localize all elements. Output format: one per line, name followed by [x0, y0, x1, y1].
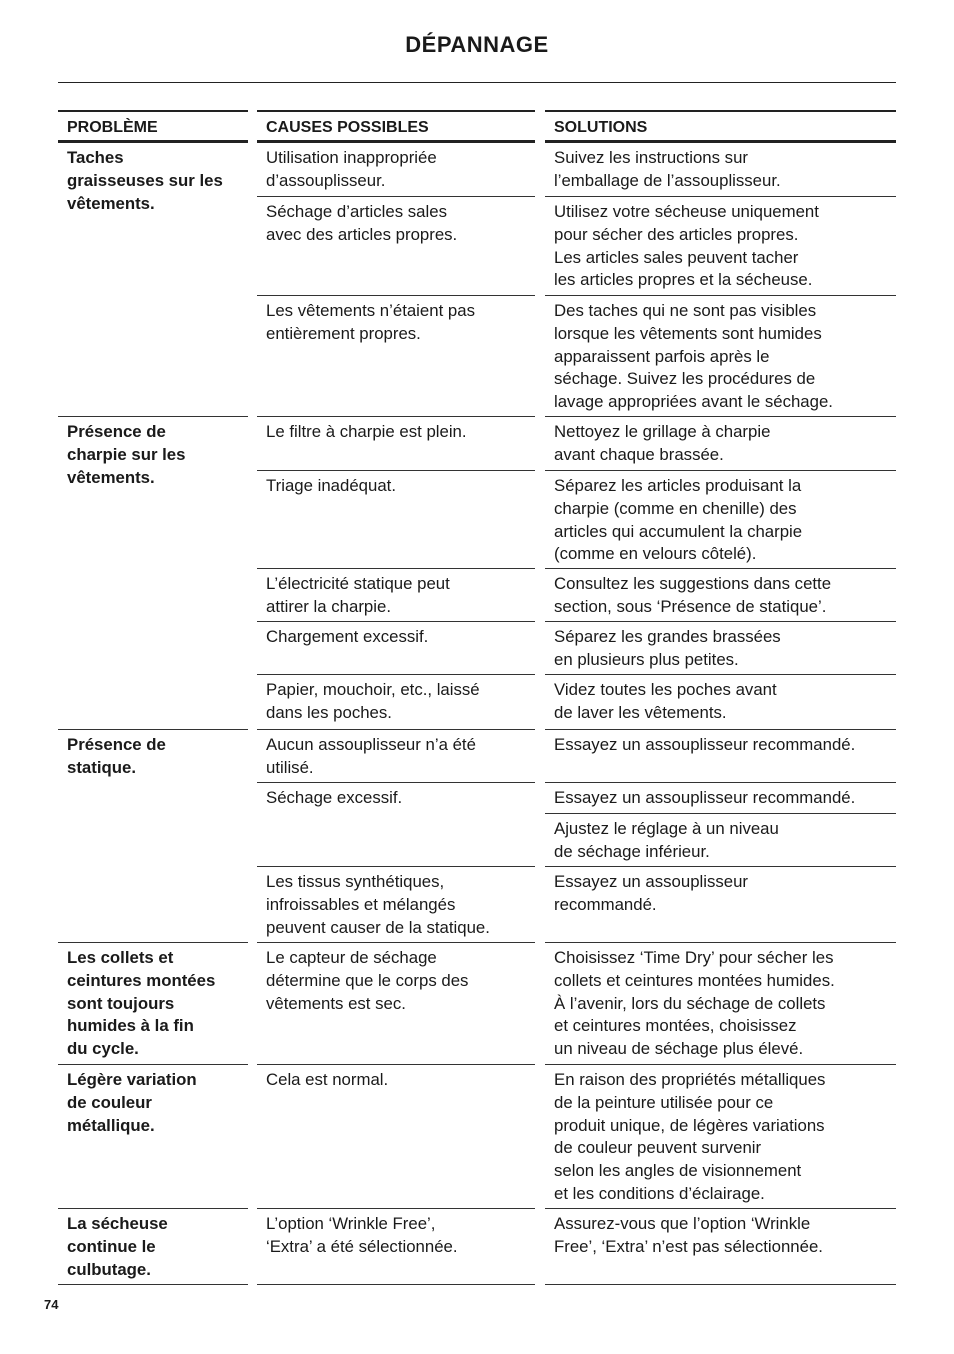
problem-cell: Taches graisseuses sur les vêtements.: [58, 143, 248, 417]
solution-cell: Assurez-vous que l’option ‘Wrinkle Free’, ‘Extra’ n’est pas sélectionnée.: [545, 1209, 896, 1285]
problem-header: PROBLÈME: [58, 110, 248, 143]
cause-cell: Le capteur de séchage détermine que le corps des vêtements est sec.: [257, 943, 535, 1065]
solution-cell: Séparez les articles produisant la charpie (comme en chenille) des articles qui accumulent la charpie (comme en velours côtelé).: [545, 471, 896, 569]
cause-cell: Le filtre à charpie est plein.: [257, 417, 535, 471]
problem-cell: La sécheuse continue le culbutage.: [58, 1209, 248, 1285]
cause-cell: Cela est normal.: [257, 1065, 535, 1209]
cause-cell: Les tissus synthétiques, infroissables et mélangés peuvent causer de la statique.: [257, 867, 535, 943]
cause-cell: Les vêtements n’étaient pas entièrement propres.: [257, 296, 535, 417]
cause-cell: Chargement excessif.: [257, 622, 535, 675]
solution-cell: Choisissez ‘Time Dry’ pour sécher les collets et ceintures montées humides. À l’avenir, lors du séchage de collets et ceintures montées, choisissez un niveau de séchage plus élevé.: [545, 943, 896, 1065]
solutions-header: SOLUTIONS: [545, 110, 896, 143]
problem-cell: Présence de charpie sur les vêtements.: [58, 417, 248, 730]
solution-cell: Séparez les grandes brassées en plusieurs plus petites.: [545, 622, 896, 675]
solution-cell: Des taches qui ne sont pas visibles lorsque les vêtements sont humides apparaissent parfois après le séchage. Suivez les procédures de lavage appropriées avant le séchage.: [545, 296, 896, 417]
cause-cell: Utilisation inappropriée d’assouplisseur.: [257, 143, 535, 197]
problem-cell: Légère variation de couleur métallique.: [58, 1065, 248, 1209]
solution-cell: Essayez un assouplisseur recommandé.: [545, 730, 896, 783]
solutions-column: [545, 110, 896, 1285]
solution-cell: Videz toutes les poches avant de laver les vêtements.: [545, 675, 896, 730]
problem-cell: Les collets et ceintures montées sont toujours humides à la fin du cycle.: [58, 943, 248, 1065]
solution-cell: Consultez les suggestions dans cette section, sous ‘Présence de statique’.: [545, 569, 896, 622]
page-number: 74: [44, 1297, 59, 1312]
cause-cell: Séchage d’articles sales avec des articles propres.: [257, 197, 535, 296]
solution-cell: Utilisez votre sécheuse uniquement pour sécher des articles propres. Les articles sales peuvent tacher les articles propres et la sécheuse.: [545, 197, 896, 296]
title-divider: [58, 82, 896, 83]
solution-cell: Nettoyez le grillage à charpie avant chaque brassée.: [545, 417, 896, 471]
page-title: DÉPANNAGE: [405, 32, 549, 57]
solution-cell: En raison des propriétés métalliques de la peinture utilisée pour ce produit unique, de légères variations de couleur peuvent survenir selon les angles de visionnement et les conditions d’éclairage.: [545, 1065, 896, 1209]
cause-cell: Aucun assouplisseur n’a été utilisé.: [257, 730, 535, 783]
causes-header: CAUSES POSSIBLES: [257, 110, 535, 143]
solution-cell: Suivez les instructions sur l’emballage de l’assouplisseur.: [545, 143, 896, 197]
problem-column: [58, 110, 248, 1285]
solution-cell: Essayez un assouplisseur recommandé.: [545, 783, 896, 814]
cause-cell: Papier, mouchoir, etc., laissé dans les poches.: [257, 675, 535, 730]
cause-cell: Séchage excessif.: [257, 783, 535, 867]
cause-cell: L’électricité statique peut attirer la charpie.: [257, 569, 535, 622]
solution-cell: Essayez un assouplisseur recommandé.: [545, 867, 896, 943]
problem-cell: Présence de statique.: [58, 730, 248, 943]
solution-cell: Ajustez le réglage à un niveau de séchage inférieur.: [545, 814, 896, 867]
causes-column: [257, 110, 535, 1285]
cause-cell: Triage inadéquat.: [257, 471, 535, 569]
cause-cell: L’option ‘Wrinkle Free’, ‘Extra’ a été sélectionnée.: [257, 1209, 535, 1285]
